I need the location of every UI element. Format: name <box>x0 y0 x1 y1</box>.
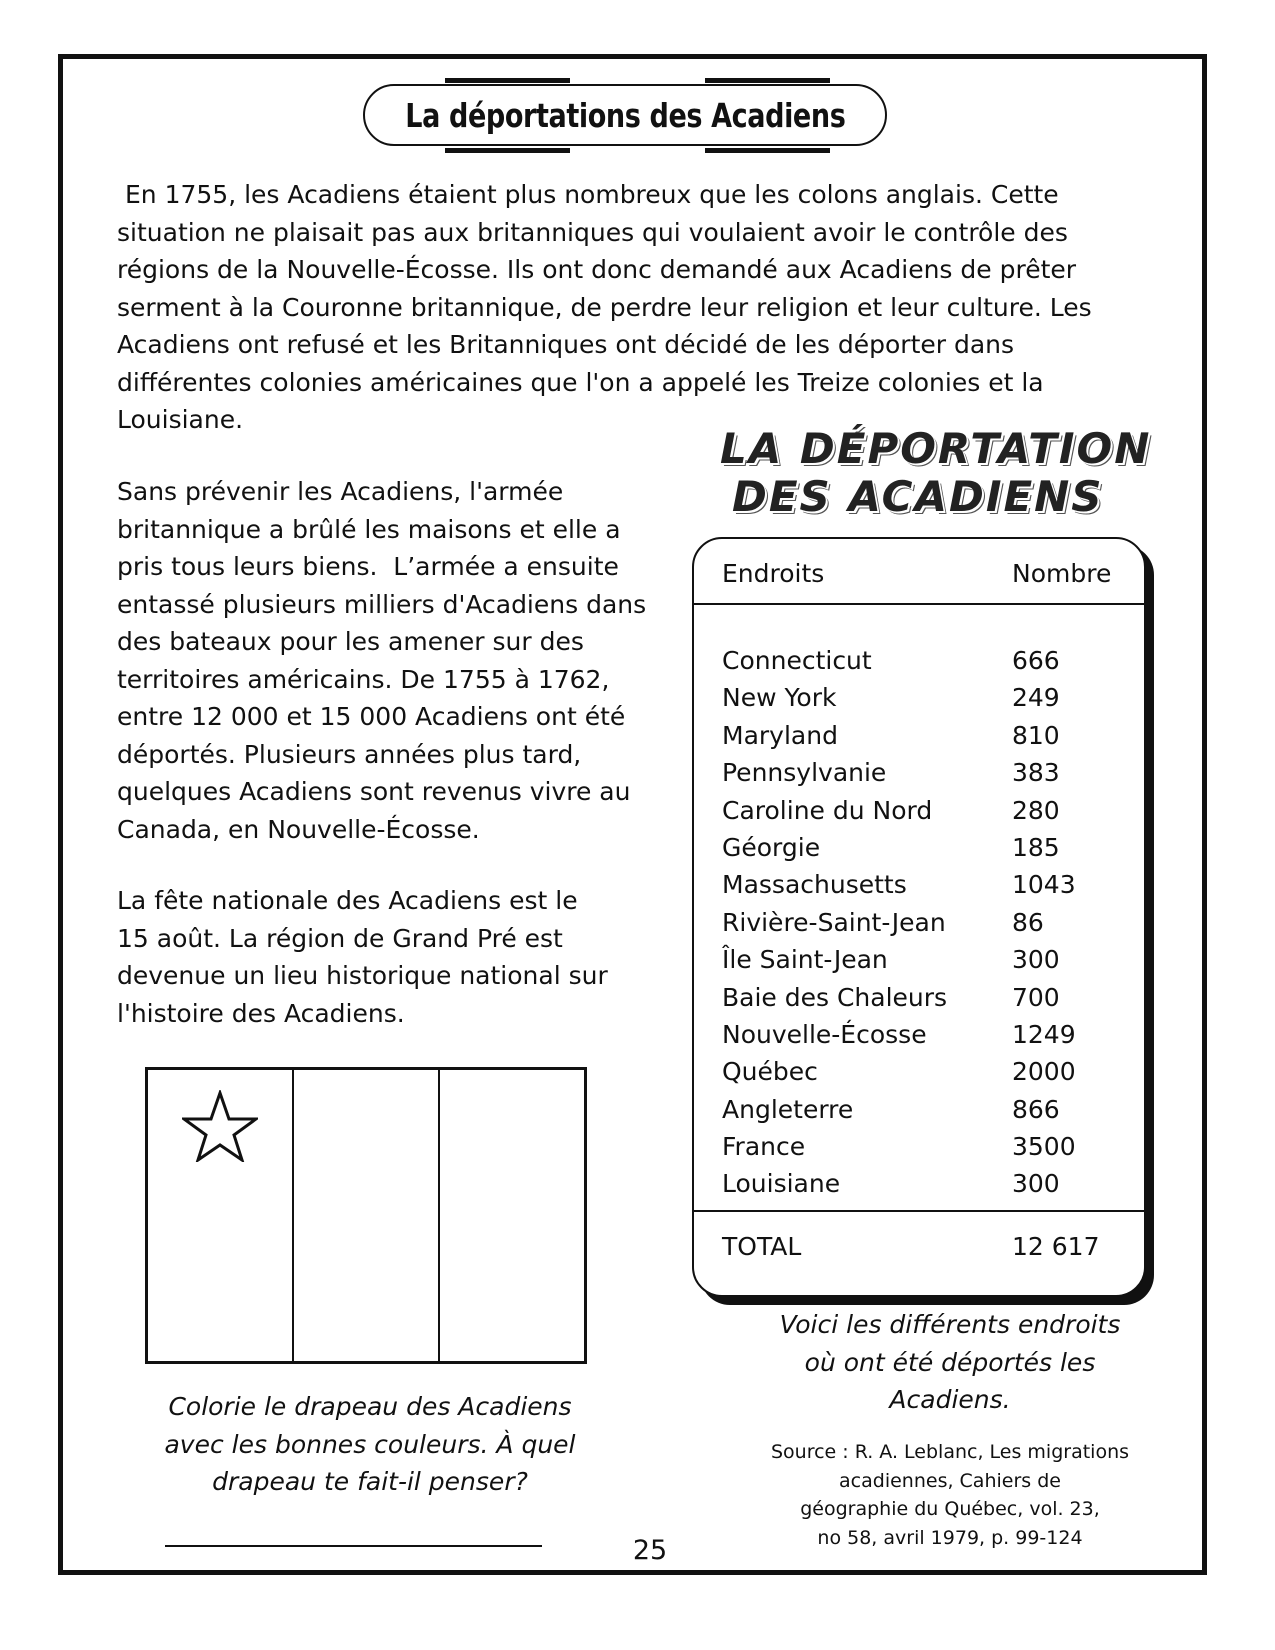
count-cell: 666 <box>1012 646 1060 675</box>
body-line: entassé plusieurs milliers d'Acadiens dans <box>117 589 647 619</box>
source-line: acadiennes, Cahiers de <box>839 1469 1061 1492</box>
source-line: no 58, avril 1979, p. 99-124 <box>817 1526 1083 1549</box>
intro-line: En 1755, les Acadiens étaient plus nombreux que les colons anglais. Cette <box>125 180 1059 209</box>
intro-paragraph <box>117 176 1092 439</box>
count-cell: 249 <box>1012 683 1060 713</box>
count-cell: 700 <box>1012 982 1060 1012</box>
place-cell: Géorgie <box>722 832 821 862</box>
fete-line: 15 août. La région de Grand Pré est <box>117 923 563 953</box>
count-cell: 3500 <box>1012 1132 1076 1162</box>
title-decor-bar <box>445 78 570 83</box>
table-row <box>694 1091 1144 1128</box>
place-cell: Connecticut <box>722 646 872 675</box>
source-citation <box>760 1438 1140 1552</box>
place-cell: Angleterre <box>722 1094 854 1124</box>
fete-line: La fête nationale des Acadiens est le <box>117 886 578 915</box>
title-decor-bar <box>705 148 830 153</box>
intro-line: différentes colonies américaines que l'on a appelé les Treize colonies et la <box>117 367 1044 397</box>
source-line: Source : R. A. Leblanc, Les migrations <box>770 1441 1130 1463</box>
count-cell: 810 <box>1012 720 1060 750</box>
count-cell: 280 <box>1012 795 1060 825</box>
deportation-paragraph <box>117 473 646 848</box>
caption-line: avec les bonnes couleurs. À quel <box>164 1429 576 1459</box>
body-line: britannique a brûlé les maisons et elle a <box>117 514 621 544</box>
page-number: 25 <box>632 1535 668 1566</box>
fete-line: devenue un lieu historique national sur <box>117 961 608 990</box>
table-row <box>694 904 1144 941</box>
table-row <box>694 941 1144 978</box>
count-cell: 2000 <box>1012 1057 1076 1087</box>
place-cell: Baie des Chaleurs <box>722 982 948 1012</box>
title-decor-bar <box>705 78 830 83</box>
flag-divider <box>438 1070 440 1361</box>
title-decor-bar <box>445 148 570 153</box>
count-cell: 1249 <box>1012 1019 1076 1049</box>
fete-line: l'histoire des Acadiens. <box>117 998 405 1028</box>
star-outline-icon <box>182 1090 258 1162</box>
body-line: des bateaux pour les amener sur des <box>117 627 584 656</box>
count-cell: 300 <box>1012 1169 1060 1199</box>
table-row <box>694 866 1144 903</box>
place-cell: Maryland <box>722 720 838 750</box>
table-row <box>694 679 1144 716</box>
count-cell: 866 <box>1012 1094 1060 1124</box>
table-row <box>694 1053 1144 1090</box>
source-line: géographie du Québec, vol. 23, <box>800 1498 1100 1520</box>
table-row <box>694 829 1144 866</box>
count-cell: 383 <box>1012 758 1060 788</box>
intro-line: Acadiens ont refusé et les Britanniques ont décidé de les déporter dans <box>117 330 1015 359</box>
body-line: Canada, en Nouvelle-Écosse. <box>117 814 480 844</box>
place-cell: Rivière-Saint-Jean <box>722 907 946 937</box>
table-divider <box>694 603 1144 605</box>
intro-line: serment à la Couronne britannique, de perdre leur religion et leur culture. Les <box>117 292 1092 322</box>
table-row <box>694 1165 1144 1202</box>
table-row <box>694 792 1144 829</box>
place-cell: Louisiane <box>722 1169 841 1199</box>
place-cell: Québec <box>722 1057 818 1087</box>
place-cell: Île Saint-Jean <box>722 945 888 975</box>
column-header-count: Nombre <box>1012 559 1112 588</box>
total-label: TOTAL <box>722 1232 802 1261</box>
table-row <box>694 754 1144 791</box>
flag-divider <box>292 1070 294 1361</box>
caption-line: Colorie le drapeau des Acadiens <box>168 1392 572 1421</box>
count-cell: 86 <box>1012 907 1044 937</box>
place-cell: Nouvelle-Écosse <box>722 1019 927 1049</box>
body-line: entre 12 000 et 15 000 Acadiens ont été <box>117 702 626 731</box>
body-line: pris tous leurs biens. L’armée a ensuite <box>117 552 619 581</box>
deportation-table <box>692 537 1146 1297</box>
heading-art-line: LA DÉPORTATION <box>720 424 1152 473</box>
place-cell: Pennsylvanie <box>722 758 887 788</box>
intro-line: Louisiane. <box>117 405 244 434</box>
table-row <box>694 642 1144 679</box>
table-header <box>694 559 1144 601</box>
flag-caption <box>120 1388 620 1501</box>
deportation-heading-art <box>720 424 1152 521</box>
table-caption <box>740 1306 1160 1419</box>
table-row <box>694 1016 1144 1053</box>
caption-line: où ont été déportés les <box>804 1347 1096 1377</box>
caption-line: Acadiens. <box>889 1385 1011 1414</box>
acadian-flag-coloring[interactable] <box>145 1067 587 1364</box>
table-divider <box>694 1210 1144 1212</box>
intro-line: situation ne plaisait pas aux britanniques qui voulaient avoir le contrôle des <box>117 217 1068 247</box>
caption-line: Voici les différents endroits <box>779 1310 1121 1339</box>
total-value: 12 617 <box>1012 1232 1100 1261</box>
body-line: territoires américains. De 1755 à 1762, <box>117 664 610 694</box>
place-cell: Caroline du Nord <box>722 795 933 825</box>
count-cell: 185 <box>1012 832 1060 862</box>
fete-paragraph <box>117 882 608 1032</box>
table-row <box>694 1128 1144 1165</box>
title-banner <box>363 84 887 146</box>
place-cell: Massachusetts <box>722 870 907 900</box>
caption-line: drapeau te fait-il penser? <box>212 1467 528 1496</box>
count-cell: 300 <box>1012 945 1060 975</box>
table-row <box>694 979 1144 1016</box>
place-cell: New York <box>722 683 837 713</box>
answer-line[interactable] <box>165 1545 542 1547</box>
column-header-places: Endroits <box>722 559 825 588</box>
table-body <box>694 642 1144 1203</box>
body-line: Sans prévenir les Acadiens, l'armée <box>117 477 564 506</box>
page-title: La déportations des Acadiens <box>404 95 846 135</box>
body-line: déportés. Plusieurs années plus tard, <box>117 739 582 769</box>
table-row <box>694 717 1144 754</box>
heading-art-line: DES ACADIENS <box>732 472 1104 521</box>
intro-line: régions de la Nouvelle-Écosse. Ils ont donc demandé aux Acadiens de prêter <box>117 255 1077 284</box>
place-cell: France <box>722 1132 806 1162</box>
body-line: quelques Acadiens sont revenus vivre au <box>117 777 631 806</box>
count-cell: 1043 <box>1012 870 1076 900</box>
